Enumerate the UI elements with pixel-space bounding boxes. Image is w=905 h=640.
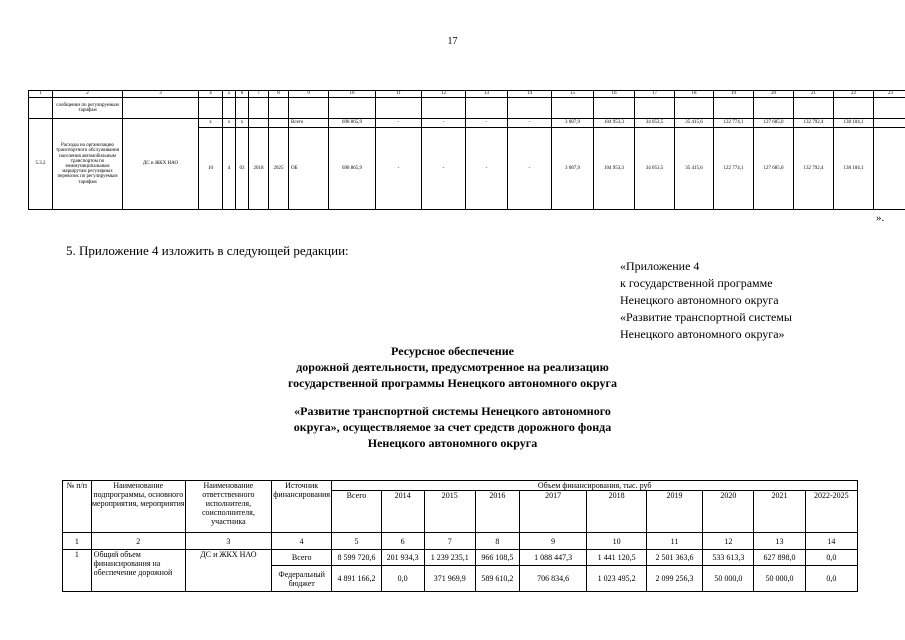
end-quote: ». [876, 212, 885, 224]
header-number: 22 [834, 91, 874, 98]
appendix-line: Ненецкого автономного округа [620, 293, 779, 307]
title-line: дорожной деятельности, предусмотренное на реализацию [296, 360, 609, 374]
table-row: 1 Общий объем финансирования на обеспечение дорожной ДС и ЖКХ НАО Всего 8 599 720,6 201 934,3 1 239 235,1 966 108,5 1 088 447,3 1 441 120,5 2 501 363,6 533 613,3 627 898,0 0,0 [63, 550, 858, 566]
header-number: 16 [594, 91, 635, 98]
header-number: 5 [223, 91, 236, 98]
row-label: Всего [289, 119, 329, 128]
title-line: округа», осуществляемое за счет средств дорожного фонда [293, 420, 612, 434]
appendix-note [620, 258, 792, 343]
paragraph-item-5: 5. Приложение 4 изложить в следующей редакции: [66, 243, 349, 258]
header-year: 2021 [754, 491, 805, 533]
header-year: Всего [332, 491, 381, 533]
header-number: 15 [552, 91, 594, 98]
header-number: 4 [199, 91, 223, 98]
header-number: 21 [794, 91, 834, 98]
header-number: 10 [329, 91, 376, 98]
header-number: 19 [714, 91, 754, 98]
header-num: № п/п [63, 481, 92, 533]
header-number: 13 [466, 91, 508, 98]
header-volume: Объем финансирования, тыс. руб [332, 481, 858, 491]
header-number: 14 [508, 91, 552, 98]
header-number: 2 [53, 91, 123, 98]
document-subtitle [0, 403, 905, 451]
header-number: 6 [236, 91, 249, 98]
header-number: 1 [29, 91, 53, 98]
appendix-line: к государственной программе [620, 276, 773, 290]
header-number: 23 [874, 91, 905, 98]
header-year: 2014 [381, 491, 424, 533]
header-number-row: 1 2 3 4 5 6 7 8 9 10 11 12 13 14 [63, 533, 858, 550]
title-line: Ресурсное обеспечение [391, 344, 514, 358]
header-year: 2020 [703, 491, 754, 533]
header-number: 12 [422, 91, 466, 98]
header-row [63, 481, 858, 491]
header-source: Источник финансирования [271, 481, 331, 533]
funding-table-continuation [28, 90, 905, 210]
row-name: Общий объем финансирования на обеспечение дорожной [91, 550, 185, 592]
page-number: 17 [447, 36, 458, 47]
row-num: 1 [63, 550, 92, 592]
appendix-line: «Развитие транспортной системы [620, 310, 792, 324]
appendix-line: Ненецкого автономного округа» [620, 327, 785, 341]
continuation-row [29, 98, 905, 119]
title-line: Ненецкого автономного округа [367, 436, 538, 450]
row-id: 5.3.2 [29, 119, 53, 210]
row-source: Федеральный бюджет [271, 566, 331, 592]
resource-funding-table [62, 480, 858, 592]
title-line: государственной программы Ненецкого автономного округа [288, 376, 617, 390]
header-number: 7 [249, 91, 269, 98]
header-number-row [29, 91, 905, 98]
header-year: 2015 [424, 491, 475, 533]
continuation-text: сообщении по регулируемым тарифам [53, 98, 123, 119]
header-name: Наименование подпрограммы, основного мероприятия, мероприятия [91, 481, 185, 533]
header-number: 11 [376, 91, 422, 98]
table-row: Федеральный бюджет 4 891 166,2 0,0 371 969,9 589 610,2 706 834,6 1 023 495,2 2 099 256,3 50 000,0 50 000,0 0,0 [63, 566, 858, 592]
header-year: 2022-2025 [805, 491, 857, 533]
header-year: 2016 [475, 491, 519, 533]
header-number: 9 [289, 91, 329, 98]
row-executor: ДС и ЖКХ НАО [123, 119, 199, 210]
document-title [0, 343, 905, 391]
row-label: ОБ [289, 128, 329, 210]
row-source: Всего [271, 550, 331, 566]
header-number: 20 [754, 91, 794, 98]
table-row: 5.3.2 Расходы на организацию транспортного обслуживания населения автомобильным транспортом по межмуниципальным маршрутам регулярных перевозок по регулируемым тарифам ДС и ЖКХ НАО х х х Всего 698 865,9 - - - - 3 087,9 104 953,3 34 053,5 35 415,6 122 774,1 127 685,0 132 792,4 138 104,1 [29, 119, 905, 128]
header-number: 3 [123, 91, 199, 98]
header-number: 17 [635, 91, 675, 98]
table-row: 10 4 03 2018 2025 ОБ 698 865,9 - - - - 3 087,9 104 953,3 34 053,5 35 415,6 122 774,1 127 685,0 132 792,4 138 104,1 [29, 128, 905, 210]
appendix-line: «Приложение 4 [620, 259, 700, 273]
row-executor: ДС и ЖКХ НАО [185, 550, 271, 592]
header-year: 2017 [519, 491, 587, 533]
header-year: 2018 [587, 491, 646, 533]
header-year: 2019 [646, 491, 702, 533]
title-line: «Развитие транспортной системы Ненецкого автономного [294, 404, 611, 418]
header-executor: Наименование ответственного исполнителя, соисполнителя, участника [185, 481, 271, 533]
row-name: Расходы на организацию транспортного обслуживания населения автомобильным транспортом по межмуниципальным маршрутам регулярных перевозок по регулируемым тарифам [53, 119, 123, 210]
header-number: 8 [269, 91, 289, 98]
header-number: 18 [675, 91, 714, 98]
